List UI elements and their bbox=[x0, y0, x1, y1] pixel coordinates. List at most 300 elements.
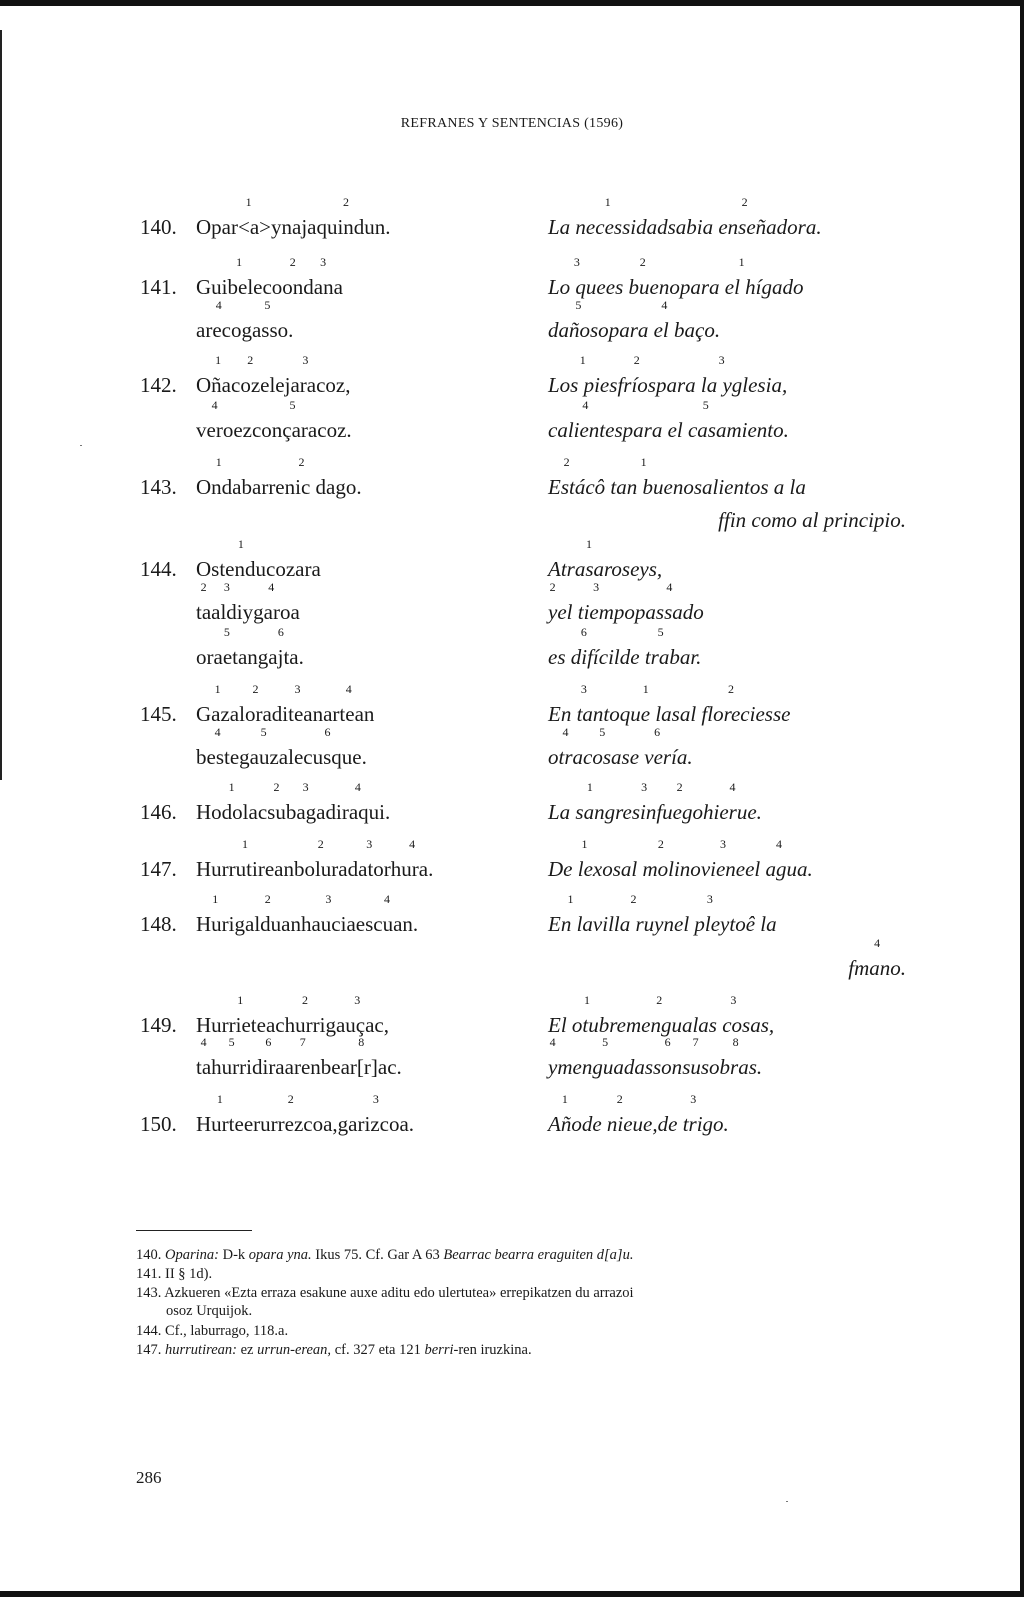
footnote-number: 143. bbox=[136, 1285, 165, 1301]
word-index-number: 2 bbox=[563, 455, 570, 469]
word-index-number: 6 bbox=[265, 1035, 272, 1049]
word-group bbox=[655, 353, 788, 398]
word-group bbox=[679, 255, 804, 300]
word-group bbox=[745, 837, 813, 882]
word-index-number: 4 bbox=[345, 682, 352, 696]
word-index-number: 2 bbox=[549, 580, 556, 594]
word-text: su bbox=[267, 800, 286, 824]
footnote-text: urrun-erean, bbox=[257, 1342, 332, 1358]
word-index-number: 3 bbox=[302, 780, 309, 794]
word-group bbox=[630, 557, 662, 582]
word-text: Hodolac bbox=[196, 800, 268, 824]
word-group bbox=[634, 580, 704, 625]
word-text: areco bbox=[196, 318, 242, 342]
word-text: gauçac, bbox=[325, 1013, 389, 1037]
scan-border-bottom bbox=[0, 1591, 1024, 1597]
word-text: el agua. bbox=[745, 857, 813, 881]
word-text: Huri bbox=[196, 912, 235, 936]
word-text: viene bbox=[700, 857, 746, 881]
word-text: se vería. bbox=[621, 745, 693, 769]
basque-text-line bbox=[196, 298, 294, 343]
word-text: gauza bbox=[239, 745, 289, 769]
word-index-number: 1 bbox=[581, 837, 588, 851]
word-index-number: 2 bbox=[273, 780, 280, 794]
word-index-number: 3 bbox=[302, 353, 309, 367]
word-text: que la bbox=[619, 702, 672, 726]
word-group bbox=[548, 195, 668, 240]
word-group bbox=[657, 1092, 729, 1137]
footnote-number: 141. bbox=[136, 1266, 165, 1282]
word-index-number: 2 bbox=[302, 993, 309, 1007]
word-index-number: 3 bbox=[573, 255, 580, 269]
word-index-number: 1 bbox=[604, 195, 611, 209]
word-index-number: 1 bbox=[567, 892, 574, 906]
word-group bbox=[196, 195, 302, 240]
spanish-text-line bbox=[548, 780, 762, 825]
word-index-number: 2 bbox=[252, 682, 259, 696]
word-index-number: 4 bbox=[775, 837, 782, 851]
word-index-number: 3 bbox=[325, 892, 332, 906]
word-text: oraetan bbox=[196, 645, 258, 669]
word-group bbox=[709, 1035, 763, 1080]
word-group bbox=[196, 455, 242, 500]
word-index-number: 5 bbox=[223, 625, 230, 639]
word-text: para el hígado bbox=[679, 275, 804, 299]
word-text: Oñac bbox=[196, 373, 241, 397]
word-text: La necessidad bbox=[548, 215, 668, 239]
word-index-number: 5 bbox=[657, 625, 664, 639]
word-group bbox=[671, 682, 791, 727]
spanish-text-line bbox=[548, 298, 721, 343]
word-index-number: 1 bbox=[228, 780, 235, 794]
footnote-rule bbox=[136, 1230, 252, 1231]
word-text: Gaza bbox=[196, 702, 240, 726]
footnote bbox=[136, 1284, 916, 1320]
spanish-text-line bbox=[548, 353, 788, 398]
word-text: y bbox=[548, 1055, 558, 1079]
word-text: para el casamiento. bbox=[622, 418, 789, 442]
word-group bbox=[703, 780, 762, 825]
scan-border-right bbox=[1020, 0, 1024, 1597]
word-group bbox=[355, 892, 419, 937]
word-index-number: 1 bbox=[561, 1092, 568, 1106]
basque-text-line bbox=[196, 255, 343, 300]
scan-border-top bbox=[0, 0, 1024, 6]
proverb-number: 142. bbox=[140, 373, 177, 397]
word-text: haucia bbox=[300, 912, 356, 936]
word-text: lecusque. bbox=[288, 745, 367, 769]
word-text: Ostenduco bbox=[196, 557, 286, 581]
word-group bbox=[196, 625, 258, 670]
word-text: hurri bbox=[284, 1013, 326, 1037]
word-group bbox=[251, 1035, 285, 1080]
word-group bbox=[702, 475, 806, 500]
word-group bbox=[233, 398, 352, 443]
word-text: al molino bbox=[620, 857, 701, 881]
word-group bbox=[239, 682, 272, 727]
word-index-number: 2 bbox=[728, 682, 735, 696]
word-index-number: 1 bbox=[236, 255, 243, 269]
word-group bbox=[605, 255, 680, 300]
word-group bbox=[303, 255, 343, 300]
word-text: El otubre bbox=[548, 1013, 626, 1037]
word-text: artean bbox=[323, 702, 375, 726]
word-index-number: 3 bbox=[706, 892, 713, 906]
word-index-number: 4 bbox=[214, 725, 221, 739]
word-group bbox=[548, 892, 593, 937]
word-index-number: 4 bbox=[215, 298, 222, 312]
word-index-number: 1 bbox=[212, 892, 219, 906]
word-text: lora bbox=[239, 702, 272, 726]
footnote-text: Bearrac bearra eraguiten d[a]u. bbox=[443, 1247, 634, 1263]
word-index-number: 5 bbox=[264, 298, 271, 312]
word-index-number: 4 bbox=[200, 1035, 207, 1049]
footnote-number: 147. bbox=[136, 1342, 165, 1358]
basque-text-line bbox=[196, 892, 419, 937]
spanish-text-line bbox=[718, 508, 906, 533]
word-text: Guibeleco bbox=[196, 275, 283, 299]
word-text: ê la bbox=[745, 912, 777, 936]
scan-border-left bbox=[0, 30, 2, 780]
word-text: dira bbox=[251, 1055, 285, 1079]
word-index-number: 2 bbox=[317, 837, 324, 851]
word-index-number: 1 bbox=[215, 353, 222, 367]
basque-text-line bbox=[196, 455, 362, 500]
word-text: de trigo. bbox=[657, 1112, 729, 1136]
word-group bbox=[619, 682, 672, 727]
word-group bbox=[621, 725, 693, 770]
word-text: gasso. bbox=[241, 318, 294, 342]
spanish-text-line bbox=[548, 195, 822, 240]
spanish-text-line bbox=[548, 682, 791, 727]
word-index-number: 2 bbox=[298, 455, 305, 469]
word-index-number: 1 bbox=[237, 537, 244, 551]
word-group bbox=[667, 195, 822, 240]
footnote-text: opara yna. bbox=[248, 1247, 312, 1263]
footnote-text: D-k bbox=[218, 1247, 249, 1263]
spanish-text-line bbox=[548, 255, 804, 300]
word-group bbox=[390, 837, 434, 882]
word-text: hierue. bbox=[703, 800, 762, 824]
word-text: otra bbox=[548, 745, 584, 769]
word-index-number: 5 bbox=[228, 1035, 235, 1049]
basque-text-line bbox=[196, 682, 375, 727]
word-index-number: 1 bbox=[579, 353, 586, 367]
word-group bbox=[211, 580, 243, 625]
word-group bbox=[548, 625, 620, 670]
word-index-number: 5 bbox=[260, 725, 267, 739]
basque-text-line bbox=[196, 353, 351, 398]
word-index-number: 3 bbox=[593, 580, 600, 594]
word-text: jaquindun. bbox=[301, 215, 391, 239]
word-group bbox=[557, 580, 635, 625]
word-text: diraqui. bbox=[325, 800, 391, 824]
word-text: hurri bbox=[211, 1055, 252, 1079]
word-text: La sangre bbox=[548, 800, 632, 824]
word-group bbox=[548, 780, 632, 825]
word-text: gajta. bbox=[257, 645, 304, 669]
word-group bbox=[196, 1092, 244, 1137]
word-index-number: 5 bbox=[575, 298, 582, 312]
proverb-number: 149. bbox=[140, 1013, 177, 1037]
footnote bbox=[136, 1341, 916, 1359]
basque-text-line bbox=[196, 780, 391, 825]
word-index-number: 4 bbox=[354, 780, 361, 794]
word-group bbox=[592, 892, 674, 937]
word-index-number: 2 bbox=[616, 1092, 623, 1106]
word-group bbox=[301, 195, 391, 240]
word-group bbox=[718, 508, 906, 533]
word-text: cô tan buenos bbox=[585, 475, 702, 499]
word-text: zara bbox=[285, 557, 321, 581]
footnote-text: Oparina: bbox=[165, 1247, 219, 1263]
word-index-number: 3 bbox=[580, 682, 587, 696]
spanish-text-line bbox=[548, 625, 702, 670]
footnote bbox=[136, 1246, 916, 1264]
word-group bbox=[585, 455, 702, 500]
word-group bbox=[241, 455, 362, 500]
word-index-number: 3 bbox=[641, 780, 648, 794]
word-text: elejaracoz, bbox=[260, 373, 351, 397]
word-text: ta bbox=[196, 600, 212, 624]
word-group bbox=[196, 780, 268, 825]
word-text: de nieue, bbox=[581, 1112, 658, 1136]
word-text: de trabar. bbox=[619, 645, 702, 669]
word-group bbox=[196, 580, 212, 625]
basque-text-line bbox=[196, 195, 391, 240]
footnote bbox=[136, 1265, 916, 1283]
word-index-number: 4 bbox=[549, 1035, 556, 1049]
word-group bbox=[241, 298, 294, 343]
word-text: En tanto bbox=[548, 702, 620, 726]
word-index-number: 4 bbox=[582, 398, 589, 412]
word-text: aldi bbox=[211, 600, 243, 624]
word-index-number: 2 bbox=[656, 993, 663, 1007]
word-text: dana bbox=[303, 275, 343, 299]
proverb-number: 145. bbox=[140, 702, 177, 726]
word-text: sus bbox=[682, 1055, 710, 1079]
word-group bbox=[548, 1092, 582, 1137]
word-group bbox=[211, 1035, 252, 1080]
footnote bbox=[136, 1322, 916, 1340]
word-group bbox=[196, 298, 242, 343]
footnote-number: 144. bbox=[136, 1323, 165, 1339]
word-group bbox=[548, 537, 631, 582]
word-group bbox=[581, 1092, 658, 1137]
word-index-number: 4 bbox=[729, 780, 736, 794]
word-group bbox=[337, 1092, 415, 1137]
word-text: sal floreciesse bbox=[671, 702, 791, 726]
word-index-number: 8 bbox=[358, 1035, 365, 1049]
word-text: fmano. bbox=[848, 956, 906, 980]
word-group bbox=[196, 353, 241, 398]
proverb-number: 140. bbox=[140, 215, 177, 239]
word-group bbox=[548, 353, 618, 398]
spanish-text-line bbox=[548, 580, 704, 625]
word-text: vero bbox=[196, 418, 234, 442]
basque-text-line bbox=[196, 1092, 415, 1137]
word-group bbox=[285, 780, 326, 825]
word-index-number: 5 bbox=[602, 1035, 609, 1049]
word-group bbox=[347, 837, 391, 882]
word-index-number: 5 bbox=[702, 398, 709, 412]
word-text: bear[r]ac. bbox=[320, 1055, 402, 1079]
word-index-number: 8 bbox=[732, 1035, 739, 1049]
footnote-text: ez bbox=[236, 1342, 258, 1358]
word-group bbox=[260, 353, 351, 398]
word-text: bolura bbox=[293, 857, 348, 881]
word-group bbox=[196, 892, 235, 937]
word-text: ta bbox=[196, 1055, 212, 1079]
word-text: De lexos bbox=[548, 857, 621, 881]
word-group bbox=[234, 892, 301, 937]
word-group bbox=[548, 725, 584, 770]
word-text: ezconçaracoz. bbox=[233, 418, 352, 442]
word-text: aren bbox=[284, 1055, 321, 1079]
word-group bbox=[608, 298, 721, 343]
word-group bbox=[243, 1092, 338, 1137]
word-index-number: 1 bbox=[237, 993, 244, 1007]
word-text: baga bbox=[285, 800, 326, 824]
running-header: REFRANES Y SENTENCIAS (1596) bbox=[400, 116, 624, 131]
word-text: En la bbox=[548, 912, 593, 936]
word-text: sin bbox=[631, 800, 657, 824]
word-index-number: 6 bbox=[277, 625, 284, 639]
word-group bbox=[548, 298, 609, 343]
word-index-number: 2 bbox=[741, 195, 748, 209]
basque-text-line bbox=[196, 398, 352, 443]
spanish-text-line bbox=[548, 1092, 729, 1137]
word-index-number: 2 bbox=[247, 353, 254, 367]
word-group bbox=[746, 912, 777, 937]
word-index-number: 1 bbox=[241, 837, 248, 851]
footnote-text: Azkueren «Ezta erraza esakune auxe aditu edo ulertutea» errepikatzen du arrazoi bbox=[164, 1285, 634, 1301]
word-group bbox=[557, 1035, 653, 1080]
word-index-number: 2 bbox=[676, 780, 683, 794]
word-text: para la yglesia, bbox=[655, 373, 788, 397]
word-group bbox=[284, 1035, 321, 1080]
basque-text-line bbox=[196, 537, 321, 582]
word-text: Está bbox=[548, 475, 586, 499]
word-text: garizcoa. bbox=[337, 1112, 415, 1136]
word-index-number: 1 bbox=[245, 195, 252, 209]
word-text: dañoso bbox=[548, 318, 609, 342]
word-group bbox=[548, 398, 623, 443]
word-group bbox=[674, 892, 746, 937]
footnote-text: -ren iruzkina. bbox=[453, 1342, 532, 1358]
word-index-number: 3 bbox=[320, 255, 327, 269]
proverb-number: 150. bbox=[140, 1112, 177, 1136]
word-index-number: 2 bbox=[633, 353, 640, 367]
word-text: ffin como al principio. bbox=[718, 508, 906, 532]
word-group bbox=[288, 725, 367, 770]
word-text: mengua bbox=[625, 1013, 693, 1037]
word-index-number: 2 bbox=[657, 837, 664, 851]
word-group bbox=[620, 837, 701, 882]
word-text: beste bbox=[196, 745, 240, 769]
word-index-number: 2 bbox=[264, 892, 271, 906]
word-text: Los pies bbox=[548, 373, 618, 397]
word-text: y bbox=[548, 600, 558, 624]
word-group bbox=[196, 837, 294, 882]
word-index-number: 2 bbox=[342, 195, 349, 209]
word-text: Hurte bbox=[196, 1112, 244, 1136]
word-index-number: 1 bbox=[214, 682, 221, 696]
word-index-number: 3 bbox=[354, 993, 361, 1007]
word-text: Lo que bbox=[548, 275, 606, 299]
spanish-text-line bbox=[548, 1035, 763, 1080]
word-group bbox=[653, 1035, 683, 1080]
word-text: galduan bbox=[234, 912, 301, 936]
scan-speck bbox=[786, 1501, 788, 1502]
word-index-number: 4 bbox=[666, 580, 673, 594]
word-group bbox=[196, 1035, 212, 1080]
word-group bbox=[700, 837, 746, 882]
spanish-text-line bbox=[548, 725, 693, 770]
word-index-number: 7 bbox=[692, 1035, 699, 1049]
spanish-text-line bbox=[548, 455, 806, 500]
word-text: para el baço. bbox=[608, 318, 721, 342]
word-text: escuan. bbox=[355, 912, 419, 936]
word-text: erurrezcoa, bbox=[243, 1112, 338, 1136]
basque-text-line bbox=[196, 580, 300, 625]
word-text: sabia enseñadora. bbox=[667, 215, 822, 239]
footnote-text: hurrutirean: bbox=[165, 1342, 237, 1358]
word-index-number: 4 bbox=[383, 892, 390, 906]
word-index-number: 3 bbox=[294, 682, 301, 696]
word-index-number: 1 bbox=[216, 1092, 223, 1106]
word-index-number: 1 bbox=[583, 993, 590, 1007]
word-text: ditean bbox=[271, 702, 324, 726]
word-index-number: 2 bbox=[630, 892, 637, 906]
word-text: es bueno bbox=[605, 275, 680, 299]
footnote-text: cf. 327 eta 121 bbox=[331, 1342, 425, 1358]
word-index-number: 3 bbox=[366, 837, 373, 851]
word-group bbox=[548, 580, 558, 625]
proverb-number: 147. bbox=[140, 857, 177, 881]
word-text: on bbox=[282, 275, 304, 299]
word-text: menguadas bbox=[557, 1055, 653, 1079]
word-group bbox=[548, 682, 620, 727]
word-text: Opar<a>yna bbox=[196, 215, 302, 239]
word-group bbox=[625, 993, 693, 1038]
footnote-number: 140. bbox=[136, 1247, 165, 1263]
spanish-text-line bbox=[548, 537, 663, 582]
word-group bbox=[548, 837, 621, 882]
word-group bbox=[320, 1035, 402, 1080]
word-text: hura. bbox=[390, 857, 434, 881]
word-index-number: 1 bbox=[586, 537, 593, 551]
word-group bbox=[293, 837, 348, 882]
word-group bbox=[286, 557, 321, 582]
word-index-number: 4 bbox=[409, 837, 416, 851]
word-index-number: 5 bbox=[289, 398, 296, 412]
word-group bbox=[622, 398, 789, 443]
word-text: Hurrutirean bbox=[196, 857, 294, 881]
word-group bbox=[848, 936, 906, 981]
word-text: passado bbox=[634, 600, 704, 624]
word-group bbox=[617, 353, 656, 398]
word-group bbox=[239, 725, 289, 770]
word-group bbox=[631, 780, 657, 825]
basque-text-line bbox=[196, 1035, 402, 1080]
basque-text-line bbox=[196, 625, 304, 670]
word-group bbox=[196, 398, 234, 443]
word-text: Atrasaros bbox=[548, 557, 631, 581]
word-index-number: 1 bbox=[642, 682, 649, 696]
word-text: barrenic dago. bbox=[241, 475, 362, 499]
word-index-number: 2 bbox=[287, 1092, 294, 1106]
